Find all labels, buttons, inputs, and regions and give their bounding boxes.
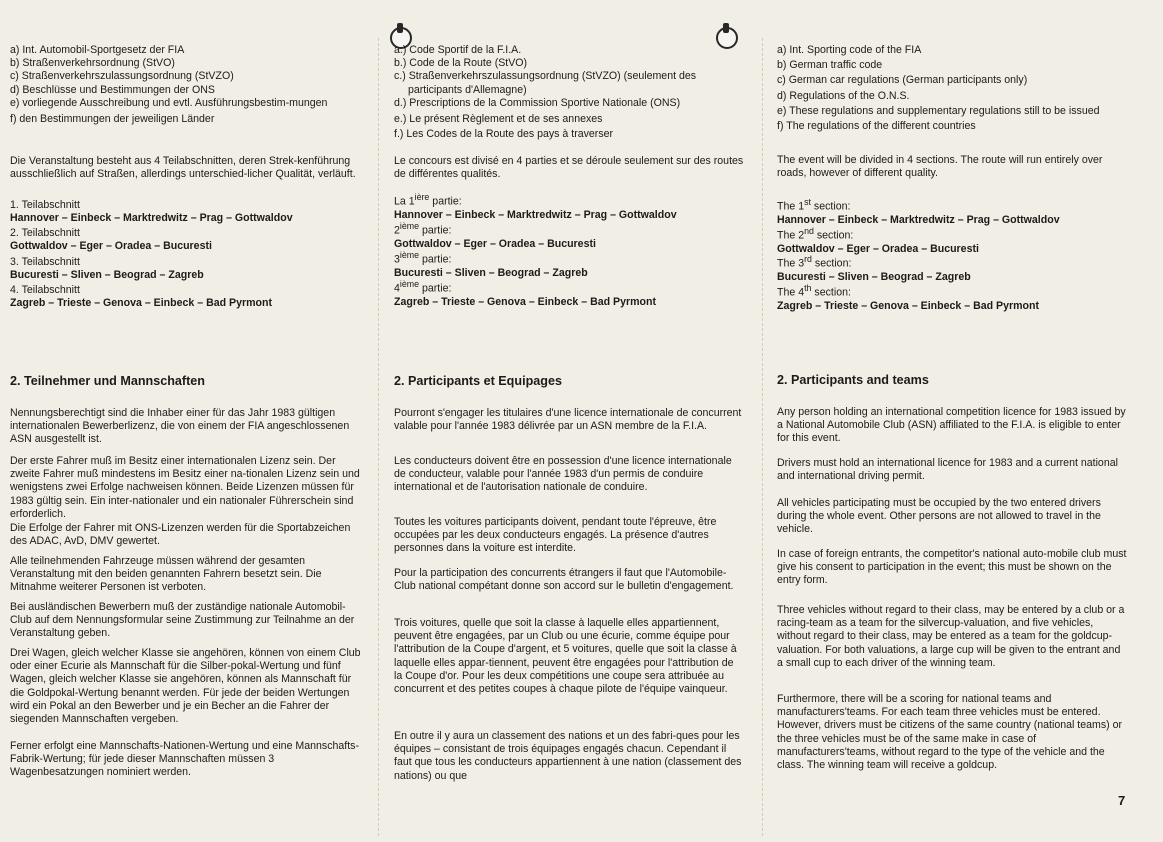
paragraph: Alle teilnehmenden Fahrzeuge müssen während der gesamten Veranstaltung mit den beiden genannten Fahrern besetzt sein. Die Mitnahme weiterer Personen ist verboten. — [10, 555, 322, 594]
section-route: Bucuresti – Sliven – Beograd – Zagreb — [777, 270, 971, 283]
paragraph: Pourront s'engager les titulaires d'une licence internationale de concurrent valable pour l'année 1983 délivrée par un ASN membre de la F.I.A. — [394, 407, 742, 433]
page-number: 7 — [1118, 793, 1126, 808]
section-3 — [777, 253, 1129, 284]
section-label: 3. Teilabschnitt — [10, 256, 80, 268]
list-item: a) Int. Sporting code of the FIA — [777, 44, 922, 56]
section-route: Gottwaldov – Eger – Oradea – Bucuresti — [10, 240, 212, 253]
list-item: a.) Code Sportif de la F.I.A. — [394, 44, 522, 56]
intro-text: The event will be divided in 4 sections. The route will run entirely over roads, however of different quality. — [777, 154, 1103, 180]
section-label: 4ième partie: — [394, 279, 452, 295]
list-item: b.) Code de la Route (StVO) — [394, 57, 528, 70]
intro-text: Le concours est divisé en 4 parties et se déroule seulement sur des routes de différentes qualités. — [394, 155, 744, 181]
paragraph: Trois voitures, quelle que soit la classe à laquelle elles appartiennent, peuvent être engagées, par un Club ou une écurie, comme équipe pour l'attribution de la Coupe d'argent, et 5 voitures, quelle que soit la classe à laquelle elles appar-tiennent, peuvent être engagées pour l'attribution de la Coupe d'or. Pour les deux compétitions une coupe sera attribuée au concurrent et des petites coupes à chaque pilote de l'équipe vainqueur. — [394, 617, 737, 696]
section-heading: 2. Participants and teams — [777, 373, 929, 387]
list-item: d) Beschlüsse und Bestimmungen der ONS — [10, 83, 215, 96]
paragraph: Die Erfolge der Fahrer mit ONS-Lizenzen werden für die Sportabzeichen des ADAC, AvD, DMV gewertet. — [10, 522, 351, 548]
section-4 — [777, 282, 1129, 313]
list-item: b) German traffic code — [777, 59, 883, 72]
paragraph: In case of foreign entrants, the competitor's national auto-mobile club must give his consent to participation in the event; this must be shown on the entry form. — [777, 548, 1127, 587]
list-item: e.) Le présent Règlement et de ses annexes — [394, 113, 603, 126]
paragraph: Nennungsberechtigt sind die Inhaber einer für das Jahr 1983 gültigen internationalen Bewerberlizenz, die von einem der FIA angeschlossenen ASN ausgestellt ist. — [10, 407, 350, 446]
paragraph: En outre il y aura un classement des nations et un des fabri-ques pour les équipes – consistant de trois équipages engagés chacun. Cependant il faut que tous les conducteurs appartiennent à une nation (classement des nations) ou que — [394, 730, 742, 782]
paragraph: Drivers must hold an international licence for 1983 and a current national and international driving permit. — [777, 457, 1118, 483]
section-route: Hannover – Einbeck – Marktredwitz – Prag – Gottwaldov — [394, 208, 677, 221]
regulations-list — [394, 44, 744, 141]
regulations-list — [777, 44, 1129, 133]
list-item: d.) Prescriptions de la Commission Sportive Nationale (ONS) — [394, 96, 681, 109]
section-1 — [394, 191, 744, 222]
paragraph: Bei ausländischen Bewerbern muß der zuständige nationale Automobil-Club auf dem Nennungsformular seine Zustimmung zur Teilnahme an der Veranstaltung geben. — [10, 601, 355, 640]
section-label: La $1^{ière}$ partie: — [394, 192, 462, 208]
section-1 — [777, 196, 1129, 227]
list-item: c) German car regulations (German participants only) — [777, 74, 1028, 87]
list-item: c) Straßenverkehrszulassungsordnung (StVZO) — [10, 70, 234, 83]
list-item: c.) Straßenverkehrszulassungsordnung (StVZO) (seulement des participants d'Allemagne) — [394, 70, 697, 96]
section-4 — [10, 284, 362, 310]
section-2 — [394, 220, 744, 251]
section-heading: 2. Teilnehmer und Mannschaften — [10, 374, 205, 388]
paragraph: All vehicles participating must be occupied by the two entered drivers during the whole event. Other persons are not allowed to travel in the vehicle. — [777, 497, 1101, 536]
list-item: e) These regulations and supplementary regulations still to be issued — [777, 104, 1100, 117]
regulations-list — [10, 44, 362, 126]
section-label: The 1st section: — [777, 197, 851, 213]
section-label: The 3rd section: — [777, 254, 852, 270]
paragraph: Der erste Fahrer muß im Besitz einer internationalen Lizenz sein. Der zweite Fahrer muß mindestens im Besitz einer na-tionalen Lizenz sein und wenigstens zwei Erfolge nachweisen können. Beide Lizenzen müssen für 1983 gültig sein. Ein inter-nationaler und ein nationaler Führerschein sind erforderlich. — [10, 455, 360, 520]
section-route: Zagreb – Trieste – Genova – Einbeck – Bad Pyrmont — [10, 297, 272, 310]
paragraph: Pour la participation des concurrents étrangers il faut que l'Automobile-Club national compétant donne son accord sur le bulletin d'engagement. — [394, 567, 734, 593]
section-4 — [394, 278, 744, 309]
section-label: 2ième partie: — [394, 221, 452, 237]
section-heading: 2. Participants et Equipages — [394, 374, 562, 388]
section-2 — [10, 227, 362, 253]
list-item: b) Straßenverkehrsordnung (StVO) — [10, 57, 175, 70]
section-route: Bucuresti – Sliven – Beograd – Zagreb — [10, 269, 204, 282]
paragraph: Toutes les voitures participants doivent, pendant toute l'épreuve, être occupées par les deux conducteurs engagés. La présence d'autres personnes dans la voiture est interdite. — [394, 516, 717, 555]
section-label: The 2nd section: — [777, 226, 854, 242]
paragraph: Furthermore, there will be a scoring for national teams and manufacturers'teams. For each team three vehicles must be entered. However, drivers must be citizens of the same country (national teams) or the three vehicles must be of the same make in case of manufacturers'teams, without regard to the type of the vehicle and the class. The winning team will receive a goldcup. — [777, 693, 1123, 772]
section-route: Gottwaldov – Eger – Oradea – Bucuresti — [394, 237, 596, 250]
section-label: The 4th section: — [777, 283, 851, 299]
list-item: f) den Bestimmungen der jeweiligen Länder — [10, 113, 215, 126]
section-label: 3ième partie: — [394, 250, 452, 266]
list-item: d) Regulations of the O.N.S. — [777, 89, 910, 102]
intro-text: Die Veranstaltung besteht aus 4 Teilabschnitten, deren Strek-kenführung ausschließlich auf Straßen, allerdings unterschied-licher Qualität, verläuft. — [10, 155, 356, 181]
section-label: 1. Teilabschnitt — [10, 199, 80, 211]
column-divider — [762, 38, 763, 836]
section-route: Hannover – Einbeck – Marktredwitz – Prag – Gottwaldov — [777, 213, 1060, 226]
section-route: Zagreb – Trieste – Genova – Einbeck – Bad Pyrmont — [394, 295, 656, 308]
column-divider — [378, 38, 379, 836]
section-2 — [777, 225, 1129, 256]
paragraph: Drei Wagen, gleich welcher Klasse sie angehören, können von einem Club oder einer Ecurie als Mannschaft für die Silber-pokal-Wertung und fünf Wagen, gleich welcher Klasse sie angehören, können als Mannschaft für die Goldpokal-Wertung benannt werden. Für jede der beiden Wertungen wird ein Pokal an den Bewerber und je ein Becher an die Fahrer der siegenden Mannschaften vergeben. — [10, 647, 361, 726]
list-item: a) Int. Automobil-Sportgesetz der FIA — [10, 44, 185, 56]
paragraph: Les conducteurs doivent être en possession d'une licence internationale de conducteur, valable pour l'année 1983 d'un permis de conduire international et de l'autorisation nationale de conduire. — [394, 455, 732, 494]
section-label: 4. Teilabschnitt — [10, 284, 80, 296]
section-route: Zagreb – Trieste – Genova – Einbeck – Bad Pyrmont — [777, 299, 1039, 312]
section-label: 2. Teilabschnitt — [10, 227, 80, 239]
section-route: Bucuresti – Sliven – Beograd – Zagreb — [394, 266, 588, 279]
section-1 — [10, 199, 362, 225]
paragraph: Any person holding an international competition licence for 1983 issued by a National Automobile Club (ASN) affiliated to the F.I.A. is eligible to enter for this event. — [777, 406, 1126, 445]
paragraph: Three vehicles without regard to their class, may be entered by a club or a racing-team as a team for the silvercup-valuation, and five vehicles, without regard to their class, may be entered as a team for the goldcup-valuation. For both valuations, a large cup will be given to the entrant and a small cup to each driver of the winning team. — [777, 604, 1125, 669]
section-3 — [10, 256, 362, 282]
list-item: f) The regulations of the different countries — [777, 120, 976, 133]
list-item: e) vorliegende Ausschreibung und evtl. Ausführungsbestim-mungen — [10, 96, 328, 109]
paragraph: Ferner erfolgt eine Mannschafts-Nationen-Wertung und eine Mannschafts-Fabrik-Wertung; für jede dieser Mannschaften müssen 3 Wagenbesatzungen nominiert werden. — [10, 740, 359, 779]
section-3 — [394, 249, 744, 280]
section-route: Gottwaldov – Eger – Oradea – Bucuresti — [777, 242, 979, 255]
list-item: f.) Les Codes de la Route des pays à traverser — [394, 128, 614, 141]
section-route: Hannover – Einbeck – Marktredwitz – Prag – Gottwaldov — [10, 212, 293, 225]
